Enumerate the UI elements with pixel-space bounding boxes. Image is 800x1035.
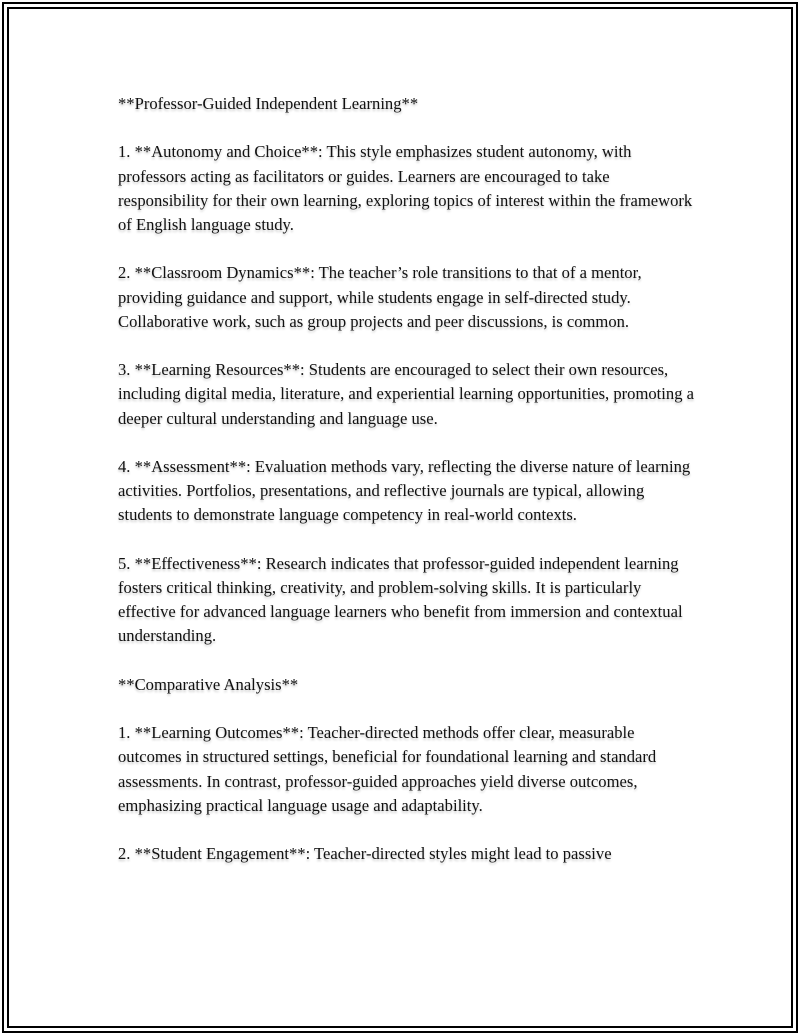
- paragraph-autonomy-and-choice: 1. **Autonomy and Choice**: This style emphasizes student autonomy, with professors acting as facilitators or guides. Learners are encouraged to take responsibility for their own learning, exploring topics of interest within the framework of English language study.: [118, 142, 693, 234]
- paragraph-classroom-dynamics: 2. **Classroom Dynamics**: The teacher’s role transitions to that of a mentor, providing guidance and support, while students engage in self-directed study. Collaborative work, such as group projects and peer discussions, is common.: [118, 263, 642, 331]
- paragraph-effectiveness: 5. **Effectiveness**: Research indicates that professor-guided independent learning fosters critical thinking, creativity, and problem-solving skills. It is particularly effective for advanced language learners who benefit from immersion and contextual understanding.: [118, 553, 683, 646]
- section-heading-independent-learning: **Professor-Guided Independent Learning**: [118, 94, 419, 113]
- paragraph-learning-resources: 3. **Learning Resources**: Students are encouraged to select their own resources, including digital media, literature, and experiential learning opportunities, promoting a deeper cultural understanding and language use.: [118, 360, 695, 428]
- section-heading-comparative-analysis: **Comparative Analysis**: [118, 674, 299, 694]
- paragraph-assessment: 4. **Assessment**: Evaluation methods vary, reflecting the diverse nature of learning activities. Portfolios, presentations, and reflective journals are typical, allowing students to demonstrate language competency in real-world contexts.: [118, 456, 691, 525]
- paragraph-learning-outcomes: 1. **Learning Outcomes**: Teacher-directed methods offer clear, measurable outcomes in structured settings, beneficial for foundational learning and standard assessments. In contrast, professor-guided approaches yield diverse outcomes, emphasizing practical language usage and adaptability.: [118, 723, 657, 815]
- paragraph-student-engagement: 2. **Student Engagement**: Teacher-directed styles might lead to passive: [118, 844, 612, 864]
- document-body: [118, 92, 698, 891]
